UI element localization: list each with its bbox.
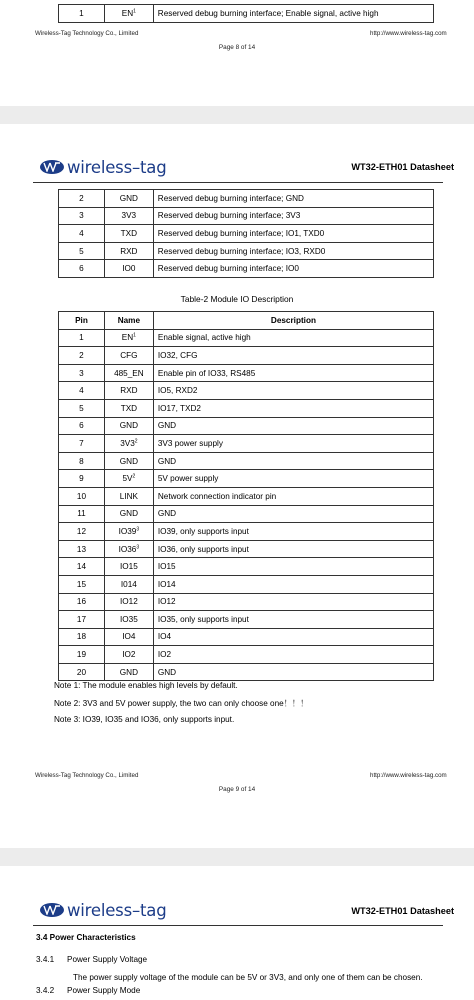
- pin-table-continued: [58, 189, 434, 278]
- pin-name: 485_EN: [104, 364, 153, 382]
- table-caption: Table-2 Module IO Description: [180, 294, 294, 304]
- pin-number: 6: [59, 260, 105, 278]
- io-description-table: [58, 311, 434, 681]
- pin-name: RXD: [104, 382, 153, 400]
- pin-name: $5V^2$: [104, 470, 153, 488]
- pin-description: Reserved debug burning interface; IO1, TXD0: [153, 225, 433, 243]
- pin-name: GND: [104, 190, 153, 208]
- pin-name: $3V3^2$: [104, 435, 153, 453]
- pin-name: RXD: [104, 242, 153, 260]
- pin-description: 5V power supply: [153, 470, 433, 488]
- footer-company: Wireless-Tag Technology Co., Limited: [35, 772, 139, 779]
- table-row: [59, 364, 434, 382]
- pin-number: 5: [59, 242, 105, 260]
- pin-number: 2: [59, 347, 105, 365]
- pin-description: IO36, only supports input: [153, 540, 433, 558]
- footer-url[interactable]: http://www.wireless-tag.com: [370, 772, 447, 779]
- pin-number: 1: [59, 5, 105, 23]
- company-logo: [40, 157, 166, 177]
- page-number: Page 8 of 14: [218, 44, 256, 51]
- pin-number: 15: [59, 575, 105, 593]
- pin-description: GND: [153, 417, 433, 435]
- pin-description: IO32, CFG: [153, 347, 433, 365]
- header-pin: Pin: [59, 312, 105, 330]
- table-row: [59, 593, 434, 611]
- pin-description: IO17, TXD2: [153, 399, 433, 417]
- table-row: [59, 663, 434, 681]
- pin-description: Enable signal, active high: [153, 329, 433, 347]
- table-row: [59, 611, 434, 629]
- pin-number: 5: [59, 399, 105, 417]
- pin-description: IO4: [153, 628, 433, 646]
- pin-number: 16: [59, 593, 105, 611]
- pin-number: 18: [59, 628, 105, 646]
- pin-name: CFG: [104, 347, 153, 365]
- pin-description: IO2: [153, 646, 433, 664]
- table-row: [59, 242, 434, 260]
- pin-description: GND: [153, 452, 433, 470]
- subsection-number: 3.4.1: [36, 955, 55, 964]
- pin-description: IO12: [153, 593, 433, 611]
- pin-description: IO39, only supports input: [153, 523, 433, 541]
- pin-number: 17: [59, 611, 105, 629]
- pin-number: 14: [59, 558, 105, 576]
- doc-title: WT32-ETH01 Datasheet: [351, 162, 454, 172]
- pin-name: GND: [104, 663, 153, 681]
- pin-number: 11: [59, 505, 105, 523]
- logo-mark-icon: [40, 160, 64, 174]
- table-row: [59, 505, 434, 523]
- header-divider: [33, 182, 443, 183]
- pin-name: $EN^1$: [104, 5, 153, 23]
- table-row: [59, 646, 434, 664]
- pin-name: IO15: [104, 558, 153, 576]
- table-row: [59, 5, 434, 23]
- pin-description: Reserved debug burning interface; IO0: [153, 260, 433, 278]
- pin-description: Reserved debug burning interface; 3V3: [153, 207, 433, 225]
- page-gap: [0, 848, 474, 866]
- subsection-number: 3.4.2: [36, 986, 55, 995]
- table-row: [59, 435, 434, 453]
- pin-number: 1: [59, 329, 105, 347]
- pin-name: LINK: [104, 487, 153, 505]
- pin-number: 13: [59, 540, 105, 558]
- logo-text: wireless–tag: [67, 157, 167, 177]
- pin-number: 3: [59, 207, 105, 225]
- pin-name: 3V3: [104, 207, 153, 225]
- pin-name: I014: [104, 575, 153, 593]
- page-number: Page 9 of 14: [218, 786, 256, 793]
- pin-name: TXD: [104, 225, 153, 243]
- table-row: [59, 417, 434, 435]
- pin-name: $EN^1$: [104, 329, 153, 347]
- paragraph: The power supply voltage of the module can be 5V or 3V3, and only one of them can be chosen.: [73, 973, 423, 982]
- pin-name: IO35: [104, 611, 153, 629]
- table-row: [59, 628, 434, 646]
- pin-number: 8: [59, 452, 105, 470]
- header-description: Description: [153, 312, 433, 330]
- pin-number: 6: [59, 417, 105, 435]
- pin-name: TXD: [104, 399, 153, 417]
- doc-title: WT32-ETH01 Datasheet: [351, 906, 454, 916]
- table-row: [59, 190, 434, 208]
- pin-description: GND: [153, 505, 433, 523]
- pin-number: 4: [59, 225, 105, 243]
- table-row: [59, 558, 434, 576]
- pin-name: $IO36^3$: [104, 540, 153, 558]
- pin-description: Reserved debug burning interface; IO3, RXD0: [153, 242, 433, 260]
- pin-description: Network connection indicator pin: [153, 487, 433, 505]
- table-row: [59, 523, 434, 541]
- pin-table-top: [58, 4, 434, 23]
- pin-name: IO12: [104, 593, 153, 611]
- pin-description: Reserved debug burning interface; Enable signal, active high: [153, 5, 433, 23]
- pin-description: Enable pin of IO33, RS485: [153, 364, 433, 382]
- pin-number: 3: [59, 364, 105, 382]
- pin-number: 12: [59, 523, 105, 541]
- pin-name: $IO39^3$: [104, 523, 153, 541]
- note-1: Note 1: The module enables high levels by default.: [54, 681, 238, 690]
- pin-description: 3V3 power supply: [153, 435, 433, 453]
- section-title: 3.4 Power Characteristics: [36, 933, 136, 942]
- pin-name: IO2: [104, 646, 153, 664]
- table-row: [59, 470, 434, 488]
- table-header-row: [59, 312, 434, 330]
- table-row: [59, 575, 434, 593]
- table-row: [59, 399, 434, 417]
- pin-name: IO0: [104, 260, 153, 278]
- table-row: [59, 207, 434, 225]
- table-row: [59, 329, 434, 347]
- footer-company: Wireless-Tag Technology Co., Limited: [35, 30, 139, 37]
- note-3: Note 3: IO39, IO35 and IO36, only supports input.: [54, 715, 235, 724]
- subsection-title: Power Supply Mode: [67, 986, 141, 995]
- pin-description: IO15: [153, 558, 433, 576]
- company-logo: [40, 900, 166, 920]
- logo-text: wireless–tag: [67, 900, 167, 920]
- pin-description: GND: [153, 663, 433, 681]
- table-row: [59, 225, 434, 243]
- table-row: [59, 540, 434, 558]
- pin-number: 20: [59, 663, 105, 681]
- header-divider: [33, 925, 443, 926]
- logo-mark-icon: [40, 903, 64, 917]
- pin-description: IO35, only supports input: [153, 611, 433, 629]
- pin-number: 7: [59, 435, 105, 453]
- note-2: Note 2: 3V3 and 5V power supply, the two can only choose one！！！: [54, 699, 309, 708]
- pin-name: GND: [104, 505, 153, 523]
- pin-number: 4: [59, 382, 105, 400]
- pin-description: IO5, RXD2: [153, 382, 433, 400]
- table-row: [59, 260, 434, 278]
- table-row: [59, 452, 434, 470]
- pin-description: Reserved debug burning interface; GND: [153, 190, 433, 208]
- pin-name: IO4: [104, 628, 153, 646]
- subsection-title: Power Supply Voltage: [67, 955, 148, 964]
- table-row: [59, 347, 434, 365]
- pin-description: IO14: [153, 575, 433, 593]
- pin-number: 10: [59, 487, 105, 505]
- table-row: [59, 487, 434, 505]
- pin-name: GND: [104, 452, 153, 470]
- pin-number: 9: [59, 470, 105, 488]
- page-gap: [0, 106, 474, 124]
- table-row: [59, 382, 434, 400]
- header-name: Name: [104, 312, 153, 330]
- pin-number: 2: [59, 190, 105, 208]
- page-8: [0, 0, 474, 106]
- pin-number: 19: [59, 646, 105, 664]
- footer-url[interactable]: http://www.wireless-tag.com: [370, 30, 447, 37]
- pin-name: GND: [104, 417, 153, 435]
